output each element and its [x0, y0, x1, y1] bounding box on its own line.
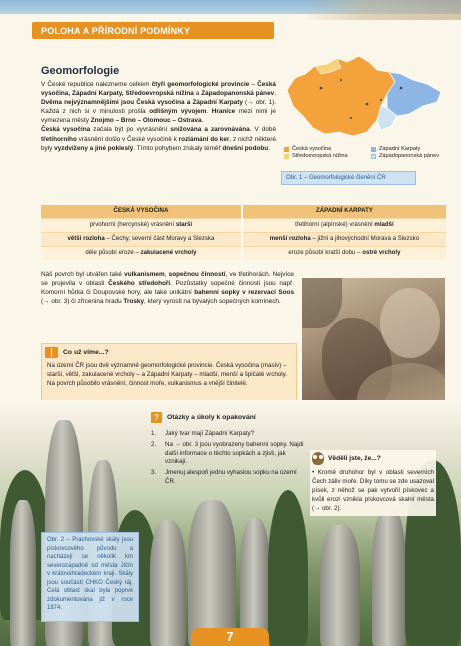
- did-you-know-title: Věděli jste, že...?: [328, 454, 381, 462]
- questions-list: [151, 430, 309, 487]
- questions-block: [151, 412, 309, 489]
- region-zapadni-karpaty: [387, 72, 441, 116]
- intro-text: [41, 80, 276, 153]
- did-you-know-header: [312, 452, 434, 465]
- map-caption: Obr. 1 – Geomorfologické členění ČR: [281, 171, 416, 185]
- question-mark-icon: ?: [151, 412, 162, 423]
- legend-item: Česká vysočina: [284, 146, 331, 153]
- photo2-caption: Obr. 2 – Prachovské skály jsou pískovcového původu a nacházejí se několik km severozápadně od města Jičín v královéhradeckém kraji. Skály jsou součástí CHKO Český ráj. Celá oblast skal byla poprvé zdokumentována již v roce 1874.: [41, 532, 139, 622]
- chapter-title: POLOHA A PŘÍRODNÍ PODMÍNKY: [41, 26, 191, 36]
- legend-item: Západní Karpaty: [371, 146, 420, 153]
- table-row: [41, 232, 446, 246]
- table-cell: větší rozloha – Čechy, severní část Moravy a Slezska: [41, 232, 242, 246]
- chapter-title-bar: [32, 22, 274, 39]
- owl-icon: [312, 452, 324, 465]
- table-cell: eroze působí kratší dobu – ostré vrcholy: [242, 246, 446, 260]
- book-icon: [45, 347, 58, 358]
- summary-text: Na území ČR jsou dvě významné geomorfologické provincie. Česká vysočina (masiv) – starší, větší, zakulacené vrcholy – a Západní Karpaty – mladší, menší a špičaté vrcholy. Na povrch působilo vrásnění, činnost moře, vulkanismus a vnější činitelé.: [47, 362, 287, 387]
- list-item: 1. Jaký tvar mají Západní Karpaty?: [151, 430, 255, 437]
- table-row: [41, 218, 446, 232]
- summary-header: [45, 346, 109, 359]
- legend-swatch: [284, 147, 289, 152]
- table-cell: déle působí eroze – zakulacené vrcholy: [41, 246, 242, 260]
- comparison-table: [41, 205, 446, 260]
- summary-box: [41, 343, 297, 402]
- mud-volcano-photo: [302, 278, 445, 418]
- questions-header: [151, 412, 309, 423]
- legend-swatch: [371, 154, 376, 159]
- header-rock-photo: [301, 0, 461, 20]
- map-svg: [281, 44, 451, 148]
- list-item: 3. Jmenuj alespoň jednu vyhaslou sopku na území ČR.: [151, 469, 297, 485]
- table-row: [41, 246, 446, 260]
- czech-map: [281, 44, 451, 148]
- intro-paragraph-1: V České republice nalezneme celkem čtyři geomorfologické provincie – Česká vysočina, Západní Karpaty, Středoevropská nížina a Západopanonská pánev. Dvěma nejvýznamnějšími jsou Česká vysočina a Západní Karpaty (→ obr. 1). Každá z nich si v minulosti prošla odlišným vývojem. Hranice mezi nimi je vymezena městy Znojmo – Brno – Olomouc – Ostrava.: [41, 81, 276, 125]
- table-header: ČESKÁ VYSOČINA: [41, 205, 242, 218]
- table-cell: menší rozloha – jižní a jihovýchodní Morava a Slezsko: [242, 232, 446, 246]
- list-item: 2. Na → obr. 3 jsou vyobrazeny bahenní sopky. Najdi další informace o těchto sopkách a zjisti, jak vznikají.: [151, 440, 304, 466]
- questions-title: Otázky a úkoly k opakování: [167, 413, 256, 421]
- relief-text: Náš povrch byl utvářen také vulkanismem, sopečnou činností, ve třetihorách. Nejvíce se projevila v oblasti Českého středohoří. Pozůstatky sopečné činnosti jsou např. Komorní hůrka či Doupovské hory, ale také unikátní bahenní sopky v rezervaci Soos (→ obr. 3) či zřícenina hradu Trosky, který vyrostl na bývalých sopečných komínech.: [41, 271, 295, 306]
- did-you-know-text: • Kromě druhohor byl v oblasti severních Čech záliv moře. Díky tomu se zde usazoval písek, z něhož se pak vytvořil pískovec a kvůli erozi vznikla pískovcová skalní města (→ obr. 2).: [312, 469, 434, 512]
- table-header: ZÁPADNÍ KARPATY: [242, 205, 446, 218]
- table-cell: prvohorní (hercynské) vrásnění starší: [41, 218, 242, 232]
- section-title: Geomorfologie: [41, 65, 120, 77]
- table-cell: třetihorní (alpínské) vrásnění mladší: [242, 218, 446, 232]
- legend-item: Středoevropská nížina: [284, 153, 348, 160]
- did-you-know-box: [310, 450, 436, 516]
- intro-paragraph-2: Česká vysočina začala být po vyvrásnění snižována a zarovnávána. V době třetihorního vrásnění došlo v České vysočině k rozlámání do ker, z nichž některé byly vyzdviženy a jiné pokleslý. Tímto pohybem získaly téměř dnešní podobu.: [41, 126, 276, 152]
- legend-item: Západopanonská pánev: [371, 153, 441, 160]
- legend-swatch: [371, 147, 376, 152]
- summary-title: Co už víme...?: [63, 348, 109, 356]
- legend-swatch: [284, 154, 289, 159]
- page-number: 7: [191, 628, 269, 646]
